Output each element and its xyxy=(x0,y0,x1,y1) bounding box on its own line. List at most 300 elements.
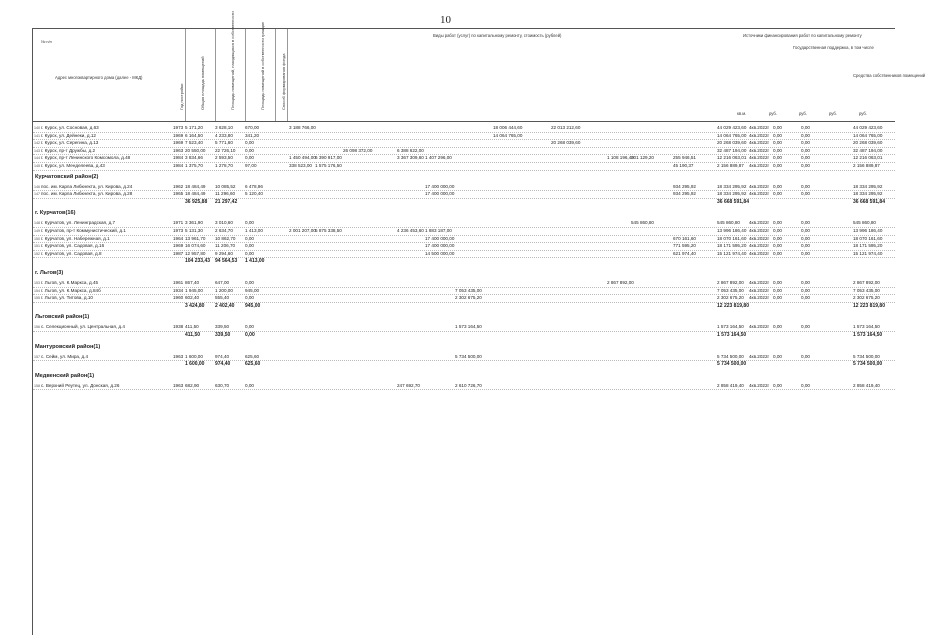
cell-z1: 0,00 xyxy=(773,250,782,256)
subtotal-total: 1 573 164,50 xyxy=(717,332,747,338)
cell-w6: 17 400 000,00 xyxy=(425,243,455,249)
cell-z2: 0,00 xyxy=(801,163,810,168)
cell-w12: 934 295,92 xyxy=(673,183,696,189)
cell-w6: 17 400 000,00 xyxy=(425,191,455,197)
row-index: 143 xyxy=(34,148,40,153)
cell-z1: 0,00 xyxy=(773,125,782,130)
cell-year: 1973 xyxy=(173,125,184,130)
cell-year: 1969 xyxy=(173,140,184,146)
cell-b: 555,40 xyxy=(215,295,230,301)
cell-b: 1 278,70 xyxy=(215,163,233,168)
cell-w12: 255 946,51 xyxy=(673,155,696,161)
header-col-num: № п/п xyxy=(41,39,52,44)
cell-b: 10 862,70 xyxy=(215,235,236,241)
cell-w10: 2 867 892,00 xyxy=(607,280,634,285)
subtotal-b: 2 402,40 xyxy=(215,302,235,309)
cell-pt: 4кв.2022г xyxy=(749,132,770,138)
cell-total: 2 867 892,00 xyxy=(717,280,744,285)
header-own-funds: Средства собственников помещений xyxy=(853,73,925,78)
cell-w7: 2 302 675,20 xyxy=(455,295,482,301)
page-number: 10 xyxy=(440,14,451,26)
cell-w6: 17 400 000,00 xyxy=(425,235,455,241)
row-index: 147 xyxy=(34,192,40,197)
cell-z2: 0,00 xyxy=(801,155,810,161)
cell-total: 1 573 164,50 xyxy=(717,324,744,330)
cell-b: 4 233,80 xyxy=(215,132,233,138)
row-index: 154 xyxy=(34,288,40,293)
cell-w5: 4 236 453,60 xyxy=(397,228,424,233)
cell-address: пос. им. Карла Либкнехта, ул. Кирова, д.28 xyxy=(41,191,133,197)
cell-address: с. Сейм, ул. Мира, д.4 xyxy=(41,353,88,359)
cell-address: г. Курчатов, ул. Садовая, д.8 xyxy=(41,250,102,256)
cell-a: 7 523,40 xyxy=(185,140,203,146)
cell-z1: 0,00 xyxy=(773,191,782,197)
cell-c: 0,00 xyxy=(245,250,254,256)
cell-a: 602,40 xyxy=(185,295,200,301)
cell-a: 1 600,00 xyxy=(185,353,203,359)
cell-z2: 0,00 xyxy=(801,324,810,330)
unit-area: кв.м. xyxy=(737,111,747,116)
section-title: г. Льгов(3) xyxy=(35,270,64,276)
subtotal-a: 411,50 xyxy=(185,332,201,338)
cell-total: 13 996 186,40 xyxy=(717,228,747,233)
cell-w3: 26 098 372,00 xyxy=(343,147,373,153)
header-col-area: Общая площадь помещений xyxy=(185,29,216,121)
cell-own: 18 334 295,92 xyxy=(853,183,883,189)
cell-c: 6 478,96 xyxy=(245,183,263,189)
cell-pt: 4кв.2022г xyxy=(749,147,770,153)
unit-rub-4: руб. xyxy=(859,111,867,116)
cell-z2: 0,00 xyxy=(801,235,810,241)
cell-b: 1 200,00 xyxy=(215,287,233,293)
cell-address: с. Верхний Реутец, ул. Донская, д.26 xyxy=(41,382,120,388)
cell-own: 2 156 889,87 xyxy=(853,163,880,168)
header-col-address: Адрес многоквартирного дома (далее - МКД) xyxy=(55,75,143,80)
cell-c: 625,60 xyxy=(245,353,260,359)
cell-own: 2 867 892,00 xyxy=(853,280,880,285)
cell-z2: 0,00 xyxy=(801,140,810,146)
cell-b: 630,70 xyxy=(215,382,230,388)
cell-total: 5 734 500,00 xyxy=(717,353,744,359)
row-divider xyxy=(33,360,895,361)
subtotal-b: 339,50 xyxy=(215,332,231,338)
cell-w1: 1 450 494,00 xyxy=(289,155,316,161)
cell-w8: 18 006 444,60 xyxy=(493,125,523,130)
subtotal-total: 12 223 819,80 xyxy=(717,302,749,309)
row-index: 152 xyxy=(34,251,40,256)
subtotal-total: 36 668 591,84 xyxy=(717,198,749,205)
cell-c: 0,00 xyxy=(245,324,254,330)
cell-z1: 0,00 xyxy=(773,243,782,249)
cell-own: 44 029 423,60 xyxy=(853,125,883,130)
cell-z2: 0,00 xyxy=(801,295,810,301)
cell-own: 18 334 295,92 xyxy=(853,191,883,197)
row-index: 140 xyxy=(34,126,40,130)
cell-address: г. Курск, ул. Дейнеки, д.12 xyxy=(41,132,96,138)
cell-address: г. Курск, ул. Менделеева, д.43 xyxy=(41,163,105,168)
cell-year: 1984 xyxy=(173,155,184,161)
subtotal-own: 1 573 164,50 xyxy=(853,332,883,338)
subtotal-b: 974,40 xyxy=(215,361,231,368)
row-index: 148 xyxy=(34,221,40,226)
cell-z1: 0,00 xyxy=(773,228,782,233)
cell-a: 1 945,00 xyxy=(185,287,203,293)
cell-year: 1964 xyxy=(173,235,184,241)
subtotal-c: 625,60 xyxy=(245,361,261,368)
header-col-area-living: Площадь помещений, находящихся в собственности xyxy=(215,29,246,121)
cell-z1: 0,00 xyxy=(773,183,782,189)
cell-z2: 0,00 xyxy=(801,147,810,153)
cell-b: 3 010,60 xyxy=(215,220,233,226)
subtotal-own: 12 223 819,80 xyxy=(853,302,885,309)
cell-address: г. Курск, ул. Сосновая, д.63 xyxy=(41,125,99,130)
row-index: 142 xyxy=(34,141,40,146)
cell-z1: 0,00 xyxy=(773,295,782,301)
cell-own: 2 858 419,40 xyxy=(853,382,880,388)
cell-b: 11 296,60 xyxy=(215,191,236,197)
cell-own: 32 487 194,00 xyxy=(853,147,883,153)
cell-b: 9 294,60 xyxy=(215,250,233,256)
cell-c: 1 413,00 xyxy=(245,228,263,233)
cell-pt: 4кв.2022г xyxy=(749,382,770,388)
subtotal-c: 1 413,00 xyxy=(245,258,265,265)
subtotal-a: 36 925,88 xyxy=(185,198,208,205)
row-index: 149 xyxy=(34,229,40,233)
subtotal-c: 0,00 xyxy=(245,332,255,338)
cell-w1: 338 523,00 xyxy=(289,163,312,168)
cell-z2: 0,00 xyxy=(801,183,810,189)
cell-address: с. Селекционный, ул. Центральная, д.4 xyxy=(41,324,125,330)
cell-own: 14 064 765,00 xyxy=(853,132,883,138)
cell-own: 13 996 186,40 xyxy=(853,228,883,233)
cell-w1: 2 001 207,00 xyxy=(289,228,316,233)
cell-z1: 0,00 xyxy=(773,280,782,285)
cell-total: 7 053 435,00 xyxy=(717,287,744,293)
cell-w12: 621 974,40 xyxy=(673,250,696,256)
cell-z2: 0,00 xyxy=(801,353,810,359)
cell-total: 12 216 063,01 xyxy=(717,155,747,161)
cell-address: г. Курчатов, ул. Набережная, д.1 xyxy=(41,235,110,241)
cell-z2: 0,00 xyxy=(801,280,810,285)
cell-pt: 4кв.2022г xyxy=(749,228,770,233)
cell-w7: 1 573 164,50 xyxy=(455,324,482,330)
cell-year: 1960 xyxy=(173,295,184,301)
cell-own: 2 302 675,20 xyxy=(853,295,880,301)
subtotal-total: 5 734 500,00 xyxy=(717,361,747,368)
cell-pt: 4кв.2022г xyxy=(749,220,770,226)
row-index: 150 xyxy=(34,236,40,241)
cell-a: 13 961,70 xyxy=(185,235,206,241)
row-index: 144 xyxy=(34,156,40,161)
row-index: 141 xyxy=(34,133,40,138)
cell-pt: 4кв.2022г xyxy=(749,353,770,359)
unit-rub-2: руб. xyxy=(799,111,807,116)
cell-pt: 4кв.2022г xyxy=(749,287,770,293)
cell-c: 0,00 xyxy=(245,280,254,285)
cell-own: 18 070 161,60 xyxy=(853,235,883,241)
row-divider xyxy=(33,302,895,303)
cell-b: 22 726,10 xyxy=(215,147,236,153)
cell-z1: 0,00 xyxy=(773,132,782,138)
cell-z2: 0,00 xyxy=(801,191,810,197)
cell-own: 545 860,80 xyxy=(853,220,876,226)
cell-c: 341,20 xyxy=(245,132,260,138)
header-finance-group: Источники финансирования работ по капитальному ремонту xyxy=(743,33,862,38)
cell-address: г. Курск, пр-т Дружбы, д.2 xyxy=(41,147,96,153)
cell-w9: 20 268 039,60 xyxy=(551,140,581,146)
section-title: Льговский район(1) xyxy=(35,314,90,321)
cell-own: 7 053 435,00 xyxy=(853,287,880,293)
header-col-fund: Способ формирования фонда xyxy=(275,29,288,121)
subtotal-a: 104 233,43 xyxy=(185,258,211,265)
header-works-group: Виды работ (услуг) по капитальному ремонту, стоимость (рублей) xyxy=(433,33,562,38)
header-gov-support: Государственная поддержка, в том числе xyxy=(793,45,874,50)
subtotal-own: 36 668 591,84 xyxy=(853,198,885,205)
cell-total: 2 156 889,87 xyxy=(717,163,744,168)
cell-w12: 771 595,20 xyxy=(673,243,696,249)
subtotal-a: 3 424,80 xyxy=(185,302,205,309)
row-index: 151 xyxy=(34,244,40,249)
unit-rub-1: руб. xyxy=(769,111,777,116)
cell-a: 5 171,20 xyxy=(185,125,203,130)
cell-w2: 1 575 176,50 xyxy=(315,163,342,168)
cell-z2: 0,00 xyxy=(801,220,810,226)
cell-a: 411,50 xyxy=(185,324,199,330)
subtotal-b: 21 297,42 xyxy=(215,198,238,205)
cell-z2: 0,00 xyxy=(801,125,810,130)
cell-c: 0,00 xyxy=(245,243,254,249)
cell-year: 1934 xyxy=(173,287,184,293)
cell-own: 12 216 063,01 xyxy=(853,155,883,161)
cell-z1: 0,00 xyxy=(773,147,782,153)
section-title: Мантуровский район(1) xyxy=(35,343,101,350)
cell-total: 545 860,80 xyxy=(717,220,740,226)
cell-w12: 934 295,92 xyxy=(673,191,696,197)
unit-rub-3: руб. xyxy=(829,111,837,116)
cell-a: 867,40 xyxy=(185,280,200,285)
cell-z2: 0,00 xyxy=(801,132,810,138)
cell-w8: 14 064 765,00 xyxy=(493,132,523,138)
cell-w5: 247 692,70 xyxy=(397,382,420,388)
cell-a: 12 957,80 xyxy=(185,250,206,256)
cell-year: 1938 xyxy=(173,324,184,330)
cell-address: г. Курск, пр-т Ленинского Комсомола, д.48 xyxy=(41,155,131,161)
cell-c: 0,00 xyxy=(245,147,254,153)
row-index: 153 xyxy=(34,281,40,285)
cell-year: 1965 xyxy=(173,191,184,197)
cell-a: 1 375,70 xyxy=(185,163,203,168)
cell-pt: 4кв.2022г xyxy=(749,243,770,249)
cell-a: 682,90 xyxy=(185,382,200,388)
cell-b: 10 085,52 xyxy=(215,183,236,189)
cell-w1: 3 188 766,00 xyxy=(289,125,316,130)
cell-own: 15 121 974,40 xyxy=(853,250,883,256)
cell-pt: 4кв.2022г xyxy=(749,250,770,256)
cell-address: г. Льгов, ул. К.Маркса, д.84б xyxy=(41,287,101,293)
cell-c: 0,00 xyxy=(245,235,254,241)
cell-w6: 1 883 187,00 xyxy=(425,228,452,233)
row-index: 156 xyxy=(34,325,40,330)
cell-pt: 4кв.2022г xyxy=(749,324,770,330)
cell-z2: 0,00 xyxy=(801,243,810,249)
cell-b: 974,40 xyxy=(215,353,230,359)
cell-pt: 4кв.2022г xyxy=(749,280,770,285)
cell-z1: 0,00 xyxy=(773,140,782,146)
cell-year: 1969 xyxy=(173,243,184,249)
cell-year: 1963 xyxy=(173,382,184,388)
cell-total: 15 121 974,40 xyxy=(717,250,747,256)
row-index: 145 xyxy=(34,164,40,168)
cell-total: 18 070 161,60 xyxy=(717,235,747,241)
cell-c: 97,00 xyxy=(245,163,257,168)
cell-year: 1961 xyxy=(173,280,184,285)
row-index: 157 xyxy=(34,354,40,359)
cell-z1: 0,00 xyxy=(773,382,782,388)
row-divider xyxy=(33,170,895,171)
section-title: г. Курчатов(16) xyxy=(35,210,76,217)
row-index: 155 xyxy=(34,296,40,301)
cell-c: 945,00 xyxy=(245,287,260,293)
cell-total: 14 064 765,00 xyxy=(717,132,747,138)
cell-c: 0,00 xyxy=(245,155,254,161)
row-divider xyxy=(33,389,895,390)
cell-w10: 1 108 196,40 xyxy=(607,155,634,161)
cell-c: 0,00 xyxy=(245,140,254,146)
cell-z1: 0,00 xyxy=(773,353,782,359)
cell-c: 670,00 xyxy=(245,125,260,130)
cell-w5: 3 367 309,60 xyxy=(397,155,424,161)
cell-pt: 4кв.2022г xyxy=(749,295,770,301)
cell-b: 339,50 xyxy=(215,324,230,330)
cell-b: 5 771,60 xyxy=(215,140,233,146)
cell-w6: 1 407 296,00 xyxy=(425,155,452,161)
subtotal-b: 94 564,53 xyxy=(215,258,238,265)
cell-a: 18 484,49 xyxy=(185,183,206,189)
cell-a: 16 074,60 xyxy=(185,243,206,249)
cell-total: 18 334 295,92 xyxy=(717,183,747,189)
cell-a: 3 361,90 xyxy=(185,220,203,226)
row-divider xyxy=(33,257,895,258)
row-divider xyxy=(33,331,895,332)
cell-total: 2 302 675,20 xyxy=(717,295,744,301)
section-title: Медвенский район(1) xyxy=(35,372,95,379)
cell-own: 20 268 039,60 xyxy=(853,140,883,146)
cell-a: 3 834,66 xyxy=(185,155,203,161)
cell-pt: 4кв.2022г xyxy=(749,125,770,130)
cell-z1: 0,00 xyxy=(773,220,782,226)
cell-w9: 22 013 212,60 xyxy=(551,125,581,130)
cell-pt: 4кв.2022г xyxy=(749,191,770,197)
cell-total: 18 334 295,92 xyxy=(717,191,747,197)
cell-w11: 545 860,80 xyxy=(631,220,654,226)
cell-total: 2 858 419,40 xyxy=(717,382,744,388)
cell-b: 2 634,70 xyxy=(215,228,233,233)
cell-z1: 0,00 xyxy=(773,155,782,161)
cell-c: 0,00 xyxy=(245,295,254,301)
cell-z2: 0,00 xyxy=(801,382,810,388)
row-index: 146 xyxy=(34,184,40,189)
cell-year: 1963 xyxy=(173,147,184,153)
cell-year: 1971 xyxy=(173,220,184,226)
cell-z2: 0,00 xyxy=(801,250,810,256)
cell-address: г. Курчатов, ул. Садовая, д.16 xyxy=(41,243,105,249)
cell-b: 11 206,70 xyxy=(215,243,236,249)
cell-w11: 301 129,20 xyxy=(631,155,654,161)
cell-c: 0,00 xyxy=(245,382,254,388)
cell-year: 1969 xyxy=(173,132,184,138)
capital-repair-table xyxy=(32,11,925,635)
cell-z1: 0,00 xyxy=(773,324,782,330)
section-title: Курчатовский район(2) xyxy=(35,173,99,180)
cell-pt: 4кв.2022г xyxy=(749,235,770,241)
cell-year: 1962 xyxy=(173,183,184,189)
cell-c: 5 120,40 xyxy=(245,191,263,197)
cell-w6: 17 400 000,00 xyxy=(425,183,455,189)
cell-w7: 7 053 435,00 xyxy=(455,287,482,293)
cell-z1: 0,00 xyxy=(773,287,782,293)
cell-own: 1 573 164,50 xyxy=(853,324,880,330)
cell-b: 647,00 xyxy=(215,280,230,285)
cell-a: 18 484,49 xyxy=(185,191,206,197)
cell-total: 20 268 039,60 xyxy=(717,140,747,146)
row-index: 158 xyxy=(34,383,40,388)
cell-year: 1973 xyxy=(173,228,184,233)
cell-address: пос. им. Карла Либкнехта, ул. Кирова, д.24 xyxy=(41,183,133,189)
cell-address: г. Курск, ул. Серегина, д.13 xyxy=(41,140,99,146)
cell-pt: 4кв.2022г xyxy=(749,140,770,146)
cell-a: 20 550,00 xyxy=(185,147,206,153)
cell-year: 1987 xyxy=(173,250,184,256)
cell-w6: 14 500 000,00 xyxy=(425,250,455,256)
cell-z2: 0,00 xyxy=(801,228,810,233)
cell-z2: 0,00 xyxy=(801,287,810,293)
cell-pt: 4кв.2022г xyxy=(749,155,770,161)
header-col-year: Год постройки xyxy=(173,29,186,121)
cell-address: г. Курчатов, пр-т Коммунистический, д.1 xyxy=(41,228,126,233)
cell-w12: 670 161,60 xyxy=(673,235,696,241)
cell-year: 1984 xyxy=(173,163,184,168)
cell-address: г. Курчатов, ул. Ленинградская, д.7 xyxy=(41,220,116,226)
subtotal-c: 945,00 xyxy=(245,302,261,309)
cell-b: 3 628,10 xyxy=(215,125,233,130)
cell-year: 1963 xyxy=(173,353,184,359)
cell-z1: 0,00 xyxy=(773,163,782,168)
cell-w12: 45 190,37 xyxy=(673,163,694,168)
cell-total: 44 029 423,60 xyxy=(717,125,747,130)
cell-z1: 0,00 xyxy=(773,235,782,241)
cell-w5: 6 388 622,00 xyxy=(397,147,424,153)
cell-a: 5 131,30 xyxy=(185,228,203,233)
cell-c: 0,00 xyxy=(245,220,254,226)
cell-total: 32 487 194,00 xyxy=(717,147,747,153)
subtotal-own: 5 734 500,00 xyxy=(853,361,883,368)
cell-w2: 5 875 338,50 xyxy=(315,228,342,233)
cell-own: 18 171 595,20 xyxy=(853,243,883,249)
cell-w2: 6 390 917,00 xyxy=(315,155,342,161)
cell-own: 5 734 500,00 xyxy=(853,353,880,359)
cell-w7: 2 610 726,70 xyxy=(455,382,482,388)
row-divider xyxy=(33,198,895,199)
cell-b: 2 593,50 xyxy=(215,155,233,161)
cell-total: 18 171 595,20 xyxy=(717,243,747,249)
cell-a: 6 164,50 xyxy=(185,132,203,138)
cell-pt: 4кв.2022г xyxy=(749,163,770,168)
subtotal-a: 1 600,00 xyxy=(185,361,205,368)
cell-address: г. Льгов, ул. Титова, д.10 xyxy=(41,295,93,301)
cell-address: г. Льгов, ул. К.Маркса, д.45 xyxy=(41,280,99,285)
cell-w7: 5 734 500,00 xyxy=(455,353,482,359)
cell-pt: 4кв.2022г xyxy=(749,183,770,189)
